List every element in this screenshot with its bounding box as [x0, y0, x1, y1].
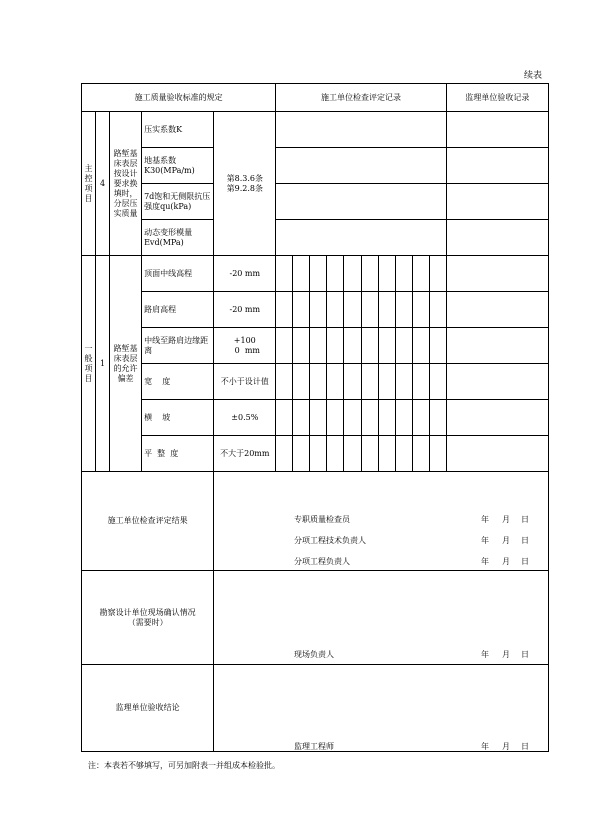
measure-cell[interactable] [361, 292, 378, 328]
design-unit-label: 勘察设计单位现场确认情况（需要时） [82, 571, 214, 665]
main-row-name: 地基系数K30(MPa/m) [142, 148, 214, 184]
main-record-cell[interactable] [276, 148, 446, 184]
signer-quality-inspector: 专职质量检查员 [294, 515, 350, 524]
signer-subitem-lead: 分项工程负责人 [294, 557, 350, 566]
date-year: 年 [481, 536, 489, 545]
measure-cell[interactable] [344, 328, 361, 364]
measure-cell[interactable] [276, 436, 293, 472]
measure-cell[interactable] [429, 256, 446, 292]
date-day: 日 [521, 650, 529, 659]
measure-cell[interactable] [276, 364, 293, 400]
measure-cell[interactable] [378, 436, 395, 472]
measure-cell[interactable] [293, 436, 310, 472]
date-day: 日 [521, 515, 529, 524]
construction-unit-label: 施工单位检查评定结果 [82, 472, 214, 571]
measure-cell[interactable] [395, 328, 412, 364]
measure-cell[interactable] [327, 436, 344, 472]
date-month: 月 [502, 650, 510, 659]
date-month: 月 [502, 742, 510, 751]
measure-cell[interactable] [327, 292, 344, 328]
measure-cell[interactable] [395, 292, 412, 328]
supervision-unit-signature-area[interactable] [214, 665, 549, 752]
general-row-name: 宽 度 [142, 364, 214, 400]
measure-cell[interactable] [378, 292, 395, 328]
general-supervision-cell[interactable] [446, 292, 548, 328]
header-supervision-record: 监理单位验收记录 [446, 84, 548, 112]
construction-unit-signature-area[interactable] [214, 472, 549, 571]
signer-site-lead: 现场负责人 [294, 650, 334, 659]
main-supervision-cell[interactable] [446, 220, 548, 256]
measure-cell[interactable] [327, 328, 344, 364]
measure-cell[interactable] [293, 256, 310, 292]
measure-cell[interactable] [293, 292, 310, 328]
header-standard: 施工质量验收标准的规定 [82, 84, 276, 112]
date-day: 日 [521, 536, 529, 545]
footnote: 注：本表若不够填写，可另加附表一并组成本检验批。 [88, 761, 280, 770]
measure-cell[interactable] [378, 256, 395, 292]
measure-cell[interactable] [327, 400, 344, 436]
measure-cell[interactable] [344, 400, 361, 436]
measure-cell[interactable] [276, 256, 293, 292]
measure-cell[interactable] [429, 400, 446, 436]
measure-cell[interactable] [395, 436, 412, 472]
date-year: 年 [481, 742, 489, 751]
continued-label: 续表 [524, 71, 543, 81]
general-supervision-cell[interactable] [446, 364, 548, 400]
general-supervision-cell[interactable] [446, 400, 548, 436]
measure-cell[interactable] [412, 256, 429, 292]
general-row-std: 不小于设计值 [214, 364, 276, 400]
measure-cell[interactable] [361, 400, 378, 436]
general-supervision-cell[interactable] [446, 328, 548, 364]
general-row-name: 横 坡 [142, 400, 214, 436]
measure-cell[interactable] [361, 328, 378, 364]
measure-cell[interactable] [429, 364, 446, 400]
general-row-std: ±0.5% [214, 400, 276, 436]
measure-cell[interactable] [412, 328, 429, 364]
measure-cell[interactable] [293, 328, 310, 364]
measure-cell[interactable] [378, 364, 395, 400]
measure-cell[interactable] [361, 364, 378, 400]
main-supervision-cell[interactable] [446, 148, 548, 184]
date-day: 日 [521, 557, 529, 566]
general-row-std: -20 mm [214, 292, 276, 328]
main-row-name: 动态变形模量Evd(MPa) [142, 220, 214, 256]
measure-cell[interactable] [327, 256, 344, 292]
signer-supervision-engineer: 监理工程师 [294, 742, 334, 751]
general-label: 一般项目 [82, 256, 96, 472]
measure-cell[interactable] [310, 328, 327, 364]
measure-cell[interactable] [361, 436, 378, 472]
measure-cell[interactable] [344, 292, 361, 328]
date-month: 月 [502, 536, 510, 545]
general-supervision-cell[interactable] [446, 256, 548, 292]
design-unit-signature-area[interactable] [214, 571, 549, 665]
date-year: 年 [481, 650, 489, 659]
measure-cell[interactable] [310, 400, 327, 436]
measure-cell[interactable] [429, 436, 446, 472]
measure-cell[interactable] [276, 400, 293, 436]
measure-cell[interactable] [344, 364, 361, 400]
main-supervision-cell[interactable] [446, 112, 548, 148]
measure-cell[interactable] [378, 328, 395, 364]
main-record-cell[interactable] [276, 112, 446, 148]
measure-cell[interactable] [412, 400, 429, 436]
main-supervision-cell[interactable] [446, 184, 548, 220]
general-row-std: +100 0 mm [214, 328, 276, 364]
main-control-label: 主控项目 [82, 112, 96, 256]
measure-cell[interactable] [344, 256, 361, 292]
measure-cell[interactable] [310, 256, 327, 292]
measure-cell[interactable] [293, 364, 310, 400]
general-row-name: 路肩高程 [142, 292, 214, 328]
main-standard-ref: 第8.3.6条 第9.2.8条 [214, 112, 276, 256]
measure-cell[interactable] [412, 364, 429, 400]
general-row-name: 顶面中线高程 [142, 256, 214, 292]
general-row-name: 平 整 度 [142, 436, 214, 472]
measure-cell[interactable] [293, 400, 310, 436]
general-no: 1 [96, 256, 110, 472]
measure-cell[interactable] [395, 364, 412, 400]
general-row-std: 不大于20mm [214, 436, 276, 472]
measure-cell[interactable] [310, 436, 327, 472]
supervision-unit-label: 监理单位验收结论 [82, 665, 214, 752]
main-record-cell[interactable] [276, 220, 446, 256]
measure-cell[interactable] [327, 364, 344, 400]
main-control-no: 4 [96, 112, 110, 256]
measure-cell[interactable] [276, 328, 293, 364]
measure-cell[interactable] [310, 292, 327, 328]
main-record-cell[interactable] [276, 184, 446, 220]
date-month: 月 [502, 557, 510, 566]
header-construction-record: 施工单位检查评定记录 [276, 84, 446, 112]
date-month: 月 [502, 515, 510, 524]
measure-cell[interactable] [412, 292, 429, 328]
main-row-name: 7d饱和无侧限抗压强度qu(kPa) [142, 184, 214, 220]
date-year: 年 [481, 515, 489, 524]
general-item: 路堑基床表层的允许偏差 [110, 256, 142, 472]
date-day: 日 [521, 742, 529, 751]
measure-cell[interactable] [412, 436, 429, 472]
measure-cell[interactable] [429, 328, 446, 364]
measure-cell[interactable] [361, 256, 378, 292]
main-row-name: 压实系数K [142, 112, 214, 148]
general-supervision-cell[interactable] [446, 436, 548, 472]
general-row-name: 中线至路肩边缘距离 [142, 328, 214, 364]
measure-cell[interactable] [310, 364, 327, 400]
measure-cell[interactable] [429, 292, 446, 328]
signer-technical-lead: 分项工程技术负责人 [294, 536, 366, 545]
measure-cell[interactable] [395, 400, 412, 436]
measure-cell[interactable] [344, 436, 361, 472]
date-year: 年 [481, 557, 489, 566]
measure-cell[interactable] [276, 292, 293, 328]
main-control-item: 路堑基床表层按设计要求换填时，分层压实质量 [110, 112, 142, 256]
measure-cell[interactable] [378, 400, 395, 436]
general-row-std: -20 mm [214, 256, 276, 292]
measure-cell[interactable] [395, 256, 412, 292]
